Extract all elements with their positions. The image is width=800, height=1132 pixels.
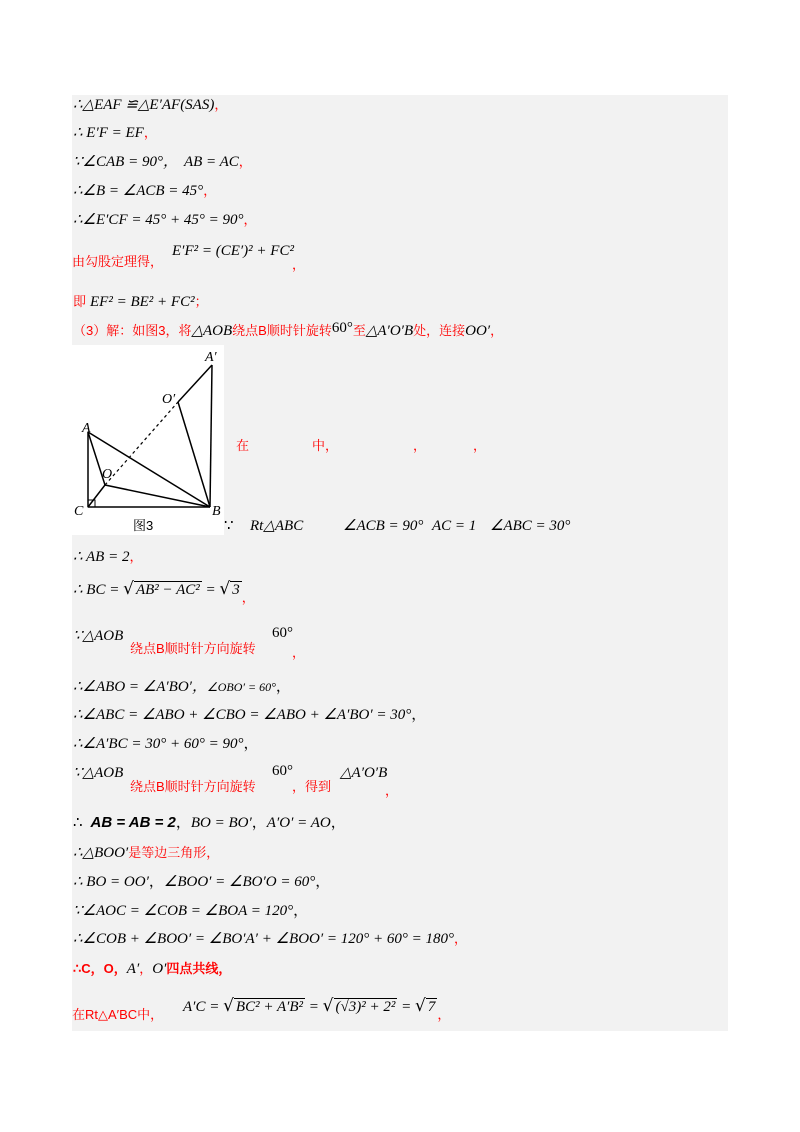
punctuation: ，: [251, 815, 267, 831]
math-expression: =: [201, 582, 220, 598]
punctuation: ，: [293, 903, 309, 919]
math-expression: =: [305, 999, 323, 1015]
proof-line-part-3-intro: [73, 322, 503, 341]
math-expression: ∴ AB = 2: [73, 549, 130, 565]
proof-line-ef-equal: [73, 124, 157, 143]
math-expression: 60°: [331, 320, 353, 336]
math-expression: AC = 1: [432, 518, 477, 534]
radical-sign: √: [322, 996, 334, 1016]
proof-line-angle-a-prime-bc: [73, 735, 258, 754]
proof-line-base-angles: [73, 182, 216, 201]
label-b: B: [212, 504, 221, 519]
segment-o-prime-b: [178, 402, 210, 507]
math-expression: ∠ACB = 90°: [343, 518, 424, 534]
math-expression: ∴∠ABC = ∠ABO + ∠CBO = ∠ABO + ∠A′BO′ = 30°: [73, 707, 412, 723]
math-expression: ∴ E′F = EF: [73, 125, 144, 141]
radicand: (√3)² + 2²: [335, 999, 396, 1015]
annotation-text: 处，连接: [413, 323, 466, 338]
math-symbol: ∵: [224, 518, 234, 534]
segment-a-prime-b: [210, 365, 212, 507]
math-expression: ∴ BO = OO′: [73, 874, 149, 890]
proof-line-angle-sum: [73, 211, 256, 230]
annotation-text: 在Rt△A′BC中，: [72, 1007, 164, 1022]
square-root: [219, 580, 241, 600]
math-expression: =: [397, 999, 415, 1015]
math-expression: ∠BOO′ = ∠BO′O = 60°: [163, 874, 316, 890]
math-expression: AB = AC: [183, 154, 239, 170]
punctuation: ，: [238, 154, 252, 169]
math-expression: ∠ABC = 30°: [490, 518, 571, 534]
math-expression: △AOB: [191, 323, 233, 339]
radicand: 7: [427, 999, 436, 1015]
annotation-text: 绕点B顺时针方向旋转: [130, 641, 256, 656]
proof-line-bc-length: [73, 579, 255, 605]
math-expression: A′O′ = AO: [266, 815, 331, 831]
math-expression: E′F² = (CE′)² + FC²: [172, 243, 294, 259]
math-expression: ∴△EAF ≌△E′AF(SAS): [73, 97, 215, 113]
math-expression: EF² = BE² + FC²: [90, 294, 195, 310]
label-o: O: [102, 467, 113, 482]
radicand: 3: [232, 582, 240, 598]
radical-sign: √: [219, 579, 231, 599]
math-expression: △A′O′B: [365, 323, 414, 339]
radicand: AB² − AC²: [135, 582, 200, 598]
punctuation: ；: [194, 294, 208, 309]
annotation-text: （3）解：如图3，将: [73, 323, 192, 338]
segment-oo-prime-dashed: [105, 402, 178, 485]
math-expression: 60°: [272, 625, 293, 641]
label-a: A: [82, 421, 91, 436]
annotation-text: ∴C，O，: [73, 961, 127, 976]
figure-caption: 图3: [133, 518, 154, 533]
annotation-text: 是等边三角形，: [128, 845, 220, 860]
punctuation: ，: [243, 212, 257, 227]
math-expression: OO′: [465, 323, 491, 339]
punctuation: ，: [129, 549, 143, 564]
label-c: C: [74, 504, 84, 519]
label-a-prime: A′: [205, 350, 217, 365]
math-expression: ∴△BOO′: [73, 845, 129, 861]
annotation-text: ，得到: [292, 779, 332, 794]
proof-line-rotation-angles: [73, 678, 291, 697]
math-expression: ∵∠CAB = 90°，: [73, 154, 178, 170]
punctuation: ，: [275, 679, 291, 695]
math-expression: ∴∠E′CF = 45° + 45° = 90°: [73, 212, 244, 228]
label-o-prime: O′: [162, 392, 176, 407]
proof-line-a-prime-c-length: [183, 996, 451, 1022]
figure-3: [72, 345, 224, 535]
math-expression: △A′O′B: [340, 765, 388, 781]
proof-line-equilateral: [73, 844, 219, 863]
punctuation: ，: [214, 97, 228, 112]
punctuation: ，: [490, 323, 504, 338]
math-expression: ∴∠ABO = ∠A′BO′，: [73, 679, 207, 695]
annotation-text: 即: [73, 294, 87, 309]
proof-line-straight-angle: [73, 930, 467, 949]
punctuation: ，: [330, 815, 346, 831]
math-expression: ∴∠COB + ∠BOO′ = ∠BO′A′ + ∠BOO′ = 120° + 60° = 180°: [73, 931, 454, 947]
punctuation: ，: [413, 438, 427, 453]
punctuation: ，: [243, 736, 259, 752]
punctuation: ，: [411, 707, 427, 723]
math-expression: BO = BO′: [190, 815, 252, 831]
square-root: [223, 997, 305, 1017]
math-expression: A′C =: [183, 999, 224, 1015]
punctuation: ，: [175, 815, 191, 831]
punctuation: ，: [315, 874, 331, 890]
math-expression: O′: [152, 961, 167, 977]
proof-line-120-angles: [73, 902, 308, 921]
punctuation: ，: [143, 125, 157, 140]
punctuation: ，: [437, 1007, 451, 1022]
radicand: BC² + A′B²: [235, 999, 304, 1015]
segment-a-prime-o-prime: [178, 365, 212, 402]
annotation-text: 四点共线，: [166, 961, 232, 976]
math-expression: Rt△ABC: [250, 518, 304, 534]
math-expression: ∵△AOB: [73, 628, 124, 644]
annotation-text: 中，: [312, 438, 339, 453]
punctuation: ，: [292, 257, 306, 272]
square-root: [415, 997, 437, 1017]
geometry-figure: [72, 345, 224, 535]
annotation-text: 绕点B顺时针旋转: [232, 323, 332, 338]
proof-line-conclusion-2: [73, 293, 208, 312]
punctuation: ，: [148, 874, 164, 890]
proof-line-angle-abc: [73, 706, 426, 725]
segment-ob: [105, 485, 210, 507]
math-expression: ∵△AOB: [73, 765, 124, 781]
math-expression: ∴ BC =: [73, 582, 124, 598]
punctuation: ，: [241, 590, 255, 605]
annotation-text: 由勾股定理得，: [72, 254, 164, 269]
punctuation: ，: [385, 783, 399, 798]
punctuation: ，: [139, 961, 153, 976]
math-expression: ∴∠B = ∠ACB = 45°: [73, 183, 204, 199]
punctuation: ，: [473, 438, 487, 453]
math-expression: AB = AB = 2: [90, 814, 176, 831]
radical-sign: √: [414, 996, 426, 1016]
annotation-text: 至: [352, 323, 366, 338]
segment-co: [88, 485, 105, 507]
math-expression: ∵∠AOC = ∠COB = ∠BOA = 120°: [73, 903, 294, 919]
math-expression: ∴∠A′BC = 30° + 60° = 90°: [73, 736, 244, 752]
radical-sign: √: [223, 996, 234, 1016]
proof-line-congruence: [73, 96, 227, 115]
proof-line-collinear: [73, 960, 231, 979]
square-root: [323, 997, 398, 1017]
proof-line-right-angle: [73, 153, 252, 172]
annotation-text: 在: [236, 438, 250, 453]
math-symbol: ∴: [73, 815, 83, 831]
punctuation: ，: [454, 931, 468, 946]
annotation-text: 绕点B顺时针方向旋转: [130, 779, 256, 794]
punctuation: ，: [203, 183, 217, 198]
math-expression: ∠OBO′ = 60°: [206, 680, 276, 694]
math-expression: A′: [126, 961, 140, 977]
proof-line-ab-length: [73, 548, 143, 567]
proof-line-equal-sides: [73, 814, 346, 833]
radical-sign: √: [123, 579, 134, 599]
proof-line-equilateral-properties: [73, 873, 330, 892]
math-expression: 60°: [272, 763, 293, 779]
punctuation: ，: [292, 645, 306, 660]
square-root: [123, 580, 202, 600]
